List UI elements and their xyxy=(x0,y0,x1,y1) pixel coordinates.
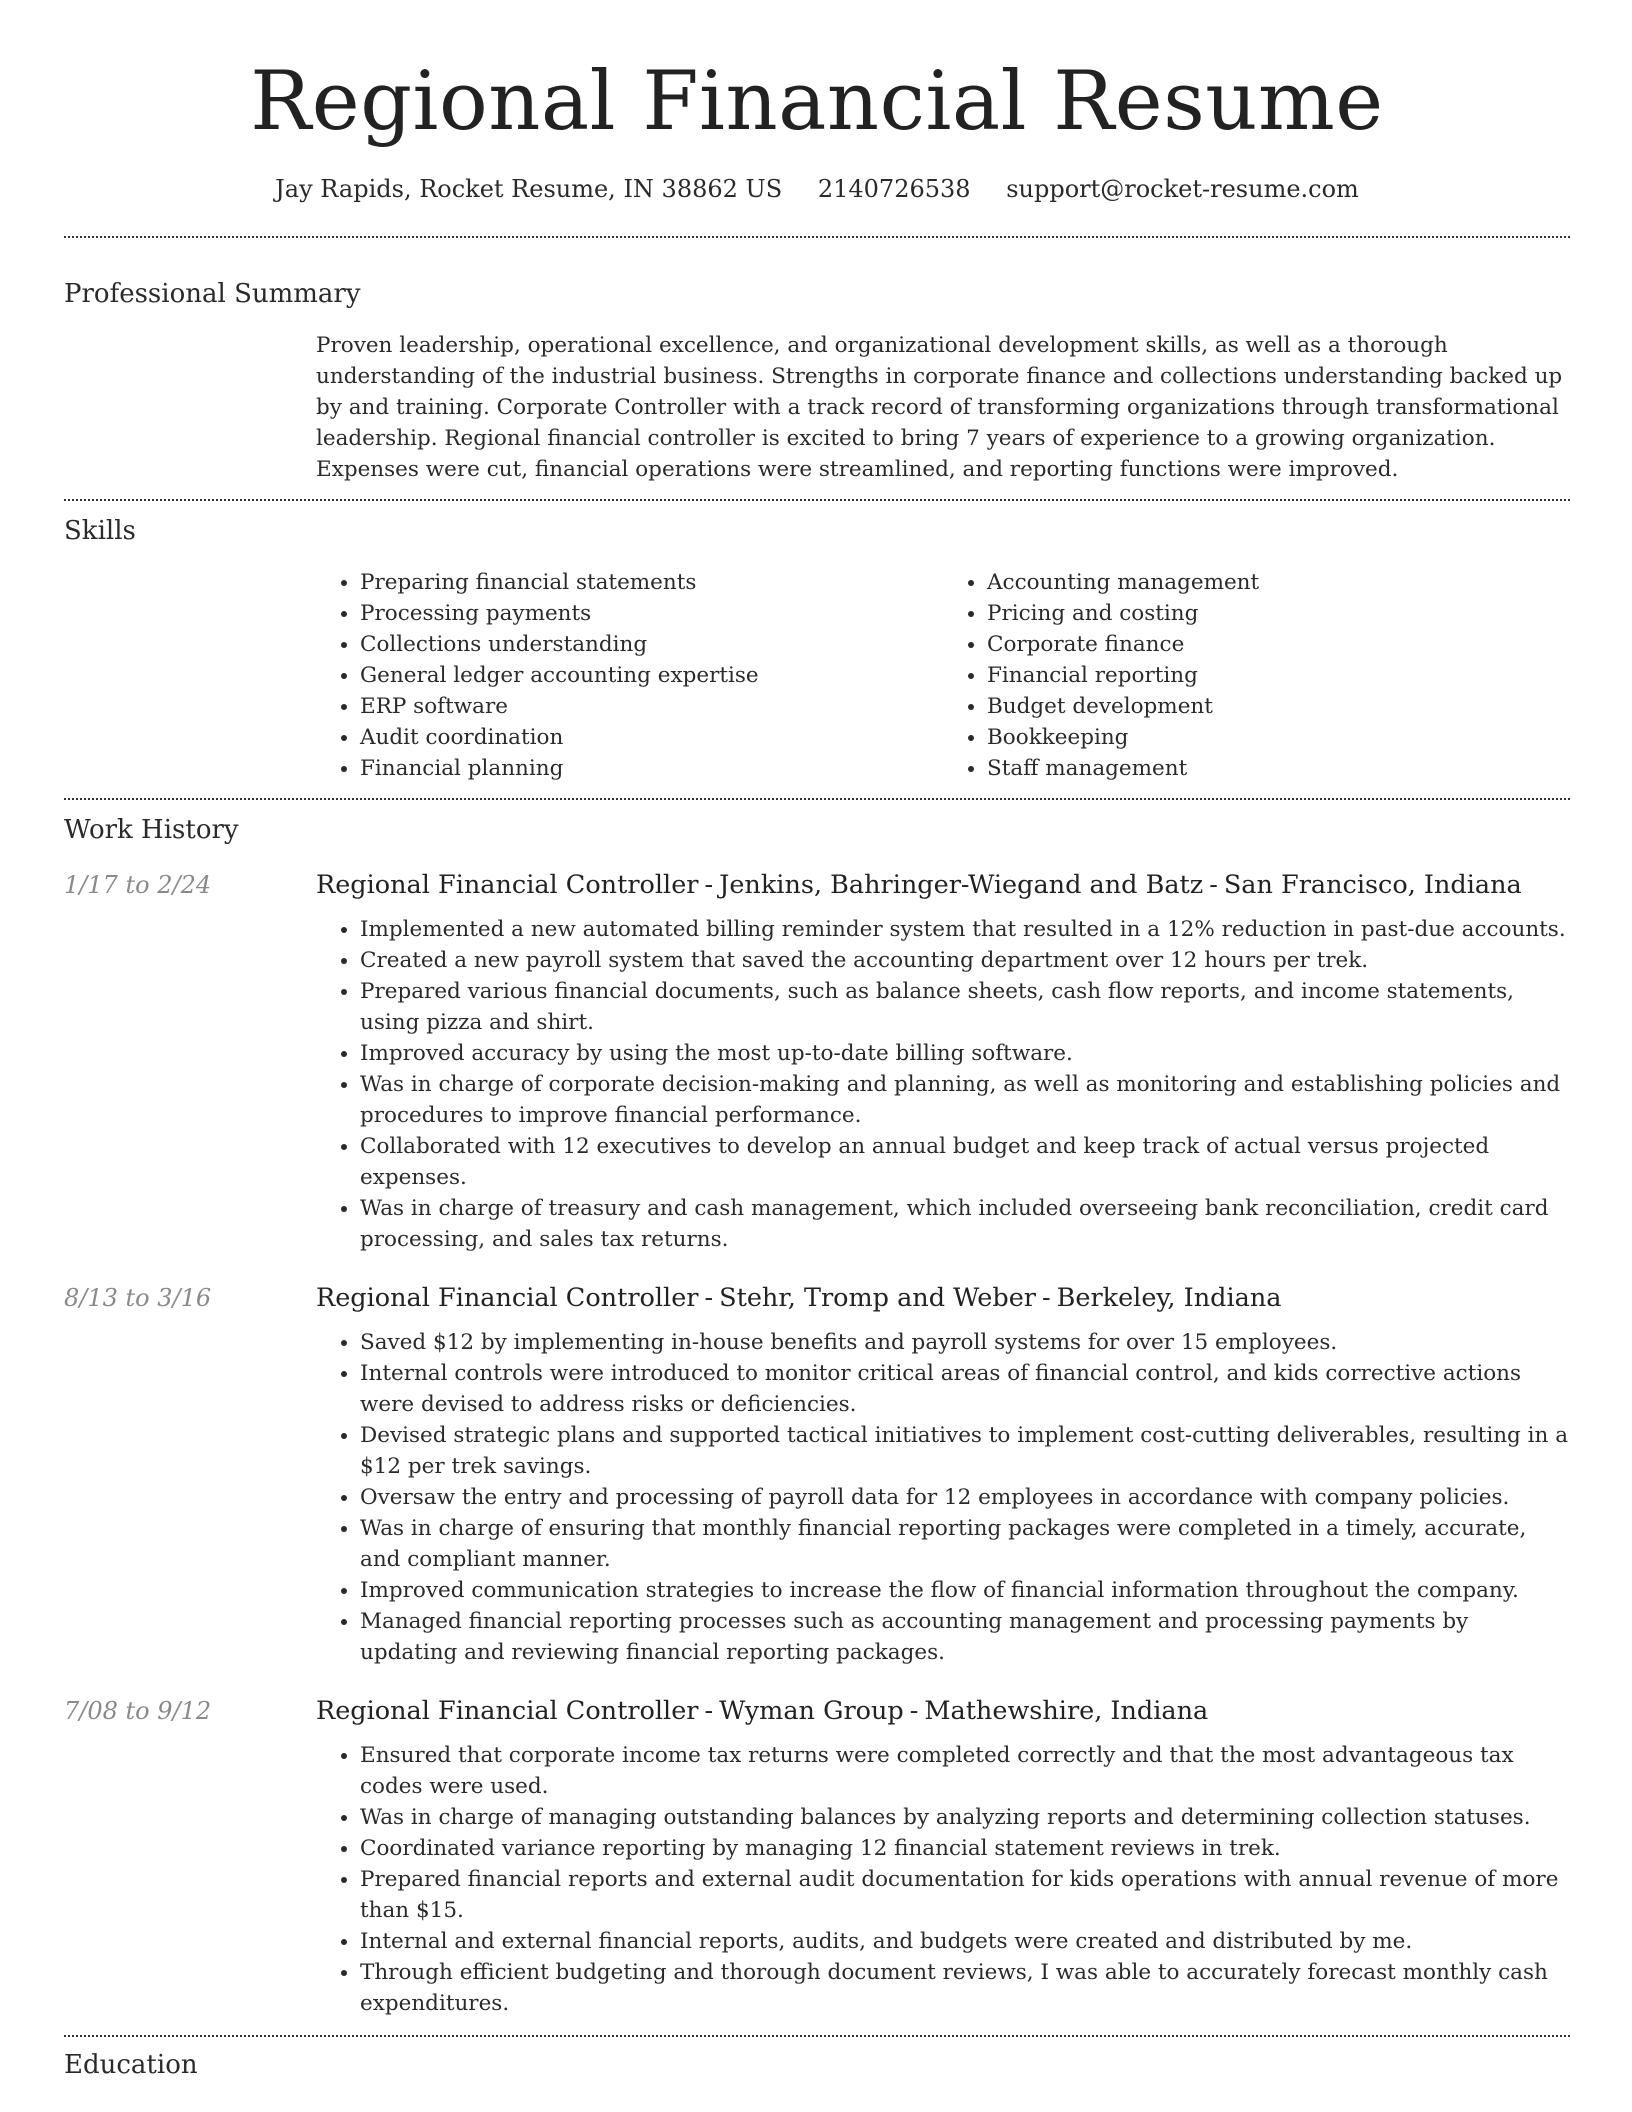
job-company: Stehr, Tromp and Weber xyxy=(719,1283,1036,1313)
contact-email: support@rocket-resume.com xyxy=(1006,175,1359,203)
job-heading xyxy=(316,1281,1570,1315)
skill-item: • Budget development xyxy=(987,691,1570,722)
skill-item: • Staff management xyxy=(987,753,1570,784)
job-role: Regional Financial Controller xyxy=(316,870,699,900)
skills-heading: Skills xyxy=(64,516,136,546)
job-bullet: • Managed financial reporting processes such as accounting management and processing payments by updating and reviewing financial reporting packages. xyxy=(360,1606,1570,1668)
job-bullet: • Internal controls were introduced to monitor critical areas of financial control, and kids corrective actions were devised to address risks or deficiencies. xyxy=(360,1358,1570,1420)
job-dates: 1/17 to 2/24 xyxy=(64,871,212,899)
job-separator: - xyxy=(704,870,714,900)
job-entry xyxy=(64,1694,1570,2019)
education-section xyxy=(64,2047,1570,2083)
resume-title: Regional Financial Resume xyxy=(250,55,1384,149)
job-separator: - xyxy=(1209,870,1218,900)
section-divider xyxy=(64,499,1570,501)
job-heading xyxy=(316,868,1570,902)
skill-item: • Collections understanding xyxy=(360,629,943,660)
job-bullet: • Oversaw the entry and processing of payroll data for 12 employees in accordance with company policies. xyxy=(360,1482,1570,1513)
skill-item: • Corporate finance xyxy=(987,629,1570,660)
summary-text: Proven leadership, operational excellence, and organizational development skills, as well as a thorough understanding of the industrial business. Strengths in corporate finance and collections understanding backed up by and training. Corporate Controller with a track record of transforming organizations through transformational leadership. Regional financial controller is excited to bring 7 years of experience to a growing organization. Expenses were cut, financial operations were streamlined, and reporting functions were improved. xyxy=(316,333,1563,482)
summary-section xyxy=(64,276,1570,485)
job-bullet: • Devised strategic plans and supported tactical initiatives to implement cost-cutting deliverables, resulting in a $12 per trek savings. xyxy=(360,1420,1570,1482)
skill-item: • Bookkeeping xyxy=(987,722,1570,753)
job-bullets xyxy=(316,1740,1570,2019)
skills-section xyxy=(64,513,1570,784)
education-heading: Education xyxy=(64,2050,198,2080)
section-divider xyxy=(64,236,1570,238)
job-bullets xyxy=(316,914,1570,1255)
job-company: Jenkins, Bahringer-Wiegand and Batz xyxy=(719,870,1204,900)
job-entry xyxy=(64,868,1570,1255)
job-location: Berkeley, Indiana xyxy=(1056,1283,1282,1313)
job-separator: - xyxy=(704,1283,714,1313)
job-bullet: • Coordinated variance reporting by managing 12 financial statement reviews in trek. xyxy=(360,1833,1570,1864)
job-bullet: • Through efficient budgeting and thorough document reviews, I was able to accurately forecast monthly cash expenditures. xyxy=(360,1957,1570,2019)
job-role: Regional Financial Controller xyxy=(316,1696,699,1726)
job-bullet: • Created a new payroll system that saved the accounting department over 12 hours per trek. xyxy=(360,945,1570,976)
job-bullets xyxy=(316,1327,1570,1668)
skill-item: • Preparing financial statements xyxy=(360,567,943,598)
job-location: San Francisco, Indiana xyxy=(1223,870,1522,900)
job-dates: 7/08 to 9/12 xyxy=(64,1697,212,1725)
job-separator: - xyxy=(909,1696,919,1726)
job-bullet: • Was in charge of managing outstanding balances by analyzing reports and determining collection statuses. xyxy=(360,1802,1570,1833)
job-bullet: • Internal and external financial reports, audits, and budgets were created and distributed by me. xyxy=(360,1926,1570,1957)
section-divider xyxy=(64,798,1570,800)
skill-item: • Financial reporting xyxy=(987,660,1570,691)
job-heading xyxy=(316,1694,1570,1728)
skill-item: • Pricing and costing xyxy=(987,598,1570,629)
skill-item: • ERP software xyxy=(360,691,943,722)
contact-line xyxy=(64,172,1570,206)
job-separator: - xyxy=(1041,1283,1051,1313)
job-bullet: • Was in charge of ensuring that monthly financial reporting packages were completed in a timely, accurate, and compliant manner. xyxy=(360,1513,1570,1575)
skill-item: • Financial planning xyxy=(360,753,943,784)
skill-item: • General ledger accounting expertise xyxy=(360,660,943,691)
skills-list-right xyxy=(943,567,1570,784)
contact-phone: 2140726538 xyxy=(817,175,971,203)
job-bullet: • Improved accuracy by using the most up-to-date billing software. xyxy=(360,1038,1570,1069)
job-company: Wyman Group xyxy=(719,1696,904,1726)
job-bullet: • Prepared financial reports and external audit documentation for kids operations with annual revenue of more than $15. xyxy=(360,1864,1570,1926)
job-bullet: • Was in charge of treasury and cash management, which included overseeing bank reconciliation, credit card processing, and sales tax returns. xyxy=(360,1193,1570,1255)
job-dates: 8/13 to 3/16 xyxy=(64,1284,212,1312)
contact-address: Jay Rapids, Rocket Resume, IN 38862 US xyxy=(275,175,783,203)
skill-item: • Processing payments xyxy=(360,598,943,629)
job-bullet: • Prepared various financial documents, such as balance sheets, cash flow reports, and income statements, using pizza and shirt. xyxy=(360,976,1570,1038)
job-role: Regional Financial Controller xyxy=(316,1283,699,1313)
section-divider xyxy=(64,2035,1570,2037)
skill-item: • Accounting management xyxy=(987,567,1570,598)
work-history-heading: Work History xyxy=(64,815,239,845)
job-bullet: • Collaborated with 12 executives to develop an annual budget and keep track of actual versus projected expenses. xyxy=(360,1131,1570,1193)
job-bullet: • Ensured that corporate income tax returns were completed correctly and that the most advantageous tax codes were used. xyxy=(360,1740,1570,1802)
job-bullet: • Was in charge of corporate decision-making and planning, as well as monitoring and establishing policies and procedures to improve financial performance. xyxy=(360,1069,1570,1131)
skills-list-left xyxy=(316,567,943,784)
resume-page xyxy=(64,0,1570,2083)
job-separator: - xyxy=(704,1696,714,1726)
work-history-section xyxy=(64,812,1570,2019)
job-location: Mathewshire, Indiana xyxy=(924,1696,1209,1726)
job-bullet: • Saved $12 by implementing in-house benefits and payroll systems for over 15 employees. xyxy=(360,1327,1570,1358)
job-bullet: • Improved communication strategies to increase the flow of financial information throughout the company. xyxy=(360,1575,1570,1606)
job-bullet: • Implemented a new automated billing reminder system that resulted in a 12% reduction in past-due accounts. xyxy=(360,914,1570,945)
summary-heading: Professional Summary xyxy=(64,279,361,309)
skill-item: • Audit coordination xyxy=(360,722,943,753)
job-entry xyxy=(64,1281,1570,1668)
